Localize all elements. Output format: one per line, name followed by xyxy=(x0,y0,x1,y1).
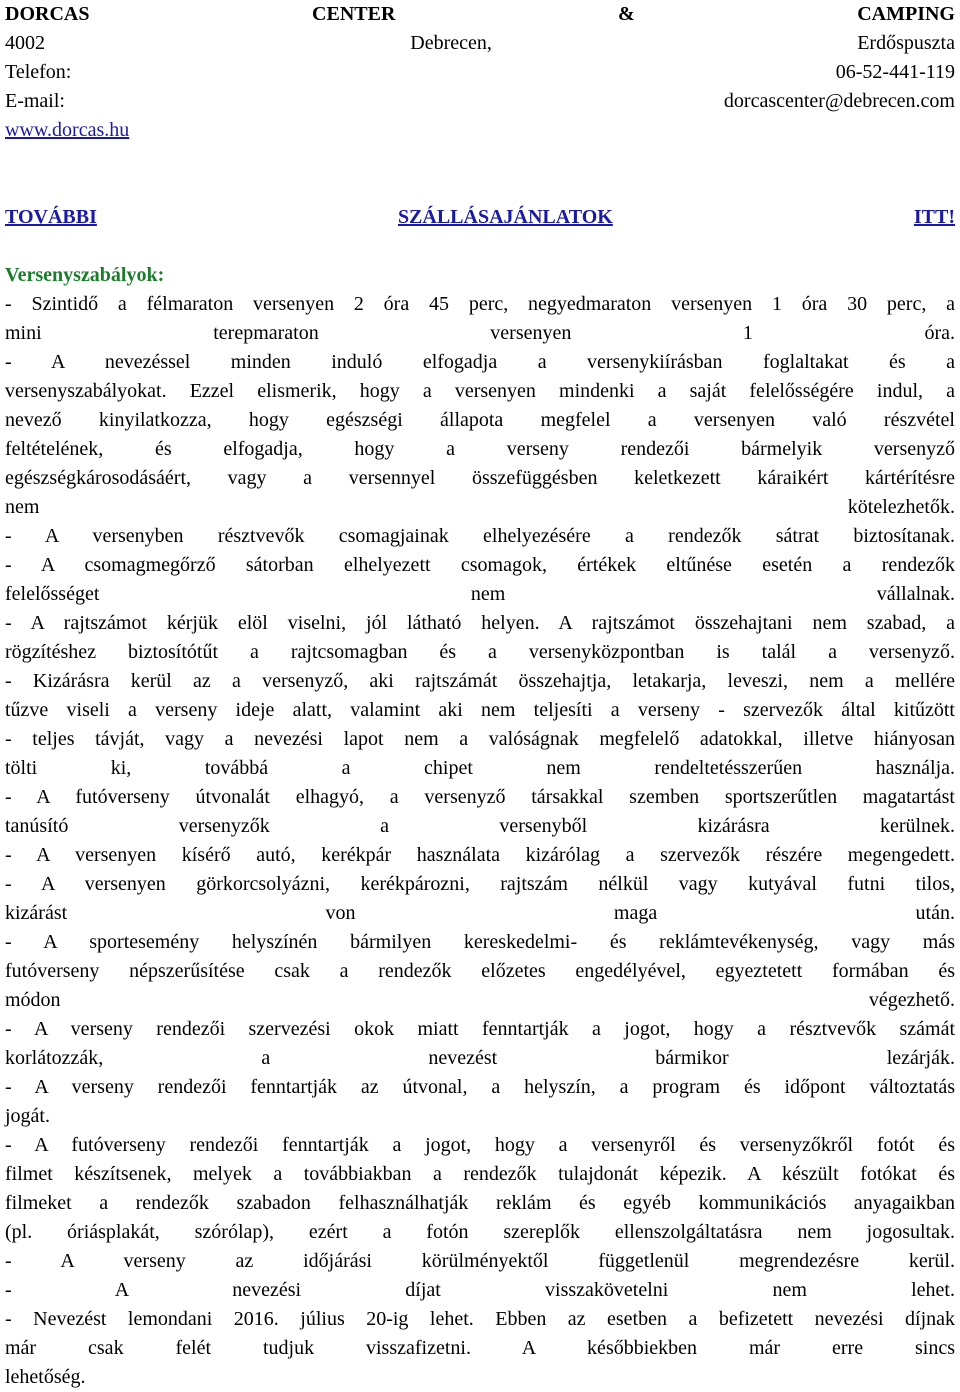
header-word: CENTER xyxy=(312,3,396,25)
rule-line: - A nevezési díjat visszakövetelni nem lehet. xyxy=(5,1279,955,1301)
rule-line: nevező kinyilatkozza, hogy egészségi állapota megfelel a versenyen való részvétel xyxy=(5,409,955,431)
rules-title: Versenyszabályok: xyxy=(5,264,165,286)
header-word: & xyxy=(617,3,635,25)
rule-line: - A nevezéssel minden induló elfogadja a versenykiírásban foglaltakat és a xyxy=(5,351,955,373)
offers-link-word[interactable]: TOVÁBBI xyxy=(5,206,97,228)
rules-title-line xyxy=(5,261,955,290)
rule-line: jogát. xyxy=(5,1105,50,1127)
offers-link-word[interactable]: SZÁLLÁSAJÁNLATOK xyxy=(397,206,613,228)
rule-line: mini terepmaraton versenyen 1 óra. xyxy=(5,322,955,344)
rule-line: feltételének, és elfogadja, hogy a verseny rendezői bármelyik versenyző xyxy=(5,438,955,460)
rule-line: tanúsító versenyzők a versenyből kizárásra kerülnek. xyxy=(5,815,955,837)
district: Erdőspuszta xyxy=(857,32,955,54)
rule-line: futóverseny népszerűsítése csak a rendezők előzetes engedélyével, egyeztetett formában és xyxy=(5,960,955,982)
email-label: E-mail: xyxy=(5,90,65,112)
rule-line: - teljes távját, vagy a nevezési lapot nem a valóságnak megfelelő adatokkal, illetve hiányosan xyxy=(5,728,955,750)
header-line-address xyxy=(5,29,955,58)
rule-line: - A versenyben résztvevők csomagjainak elhelyezésére a rendezők sátrat biztosítanak. xyxy=(5,525,955,547)
rule-line: - A versenyen kísérő autó, kerékpár használata kizárólag a szervezők részére megengedett. xyxy=(5,844,955,866)
website-link[interactable]: www.dorcas.hu xyxy=(5,119,130,141)
rule-line: - A verseny rendezői fenntartják az útvonal, a helyszín, a program és időpont változtatás xyxy=(5,1076,955,1098)
rule-line: - A sportesemény helyszínén bármilyen kereskedelmi- és reklámtevékenység, vagy más xyxy=(5,931,955,953)
rules-body xyxy=(5,290,955,1392)
email-address: dorcascenter@debrecen.com xyxy=(723,90,955,112)
rule-line: - Szintidő a félmaraton versenyen 2 óra 45 perc, negyedmaraton versenyen 1 óra 30 perc, a xyxy=(5,293,955,315)
rule-line: tűzve viseli a verseny ideje alatt, valamint aki nem teljesíti a verseny - szervezők által kitűzött xyxy=(5,699,955,721)
rule-line: - A futóverseny útvonalát elhagyó, a versenyző társakkal szemben sportszerűtlen magatartást xyxy=(5,786,955,808)
rule-line: - A verseny rendezői szervezési okok miatt fenntartják a jogot, hogy a résztvevők számát xyxy=(5,1018,955,1040)
rule-line: - A futóverseny rendezői fenntartják a jogot, hogy a versenyről és versenyzőkről fotót és xyxy=(5,1134,955,1156)
header-line-company xyxy=(5,0,955,29)
rule-line: lehetőség. xyxy=(5,1366,86,1388)
phone-label: Telefon: xyxy=(5,61,72,83)
header-word: CAMPING xyxy=(857,3,955,25)
postal-code: 4002 xyxy=(5,32,45,54)
rule-line: kizárást von maga után. xyxy=(5,902,955,924)
spacer xyxy=(5,232,955,261)
rule-line: filmeket a rendezők szabadon felhasználhatják reklám és egyéb kommunikációs anyagaikban xyxy=(5,1192,955,1214)
rule-line: filmet készítsenek, melyek a továbbiakban a rendezők tulajdonát képezik. A készült fotókat és xyxy=(5,1163,955,1185)
header-line-website xyxy=(5,116,955,145)
header-word: DORCAS xyxy=(5,3,90,25)
rule-line: versenyszabályokat. Ezzel elismerik, hogy a versenyen mindenki a saját felelősségére indul, a xyxy=(5,380,955,402)
rule-line: (pl. óriásplakát, szórólap), ezért a fotón szereplők ellenszolgáltatásra nem jogosultak. xyxy=(5,1221,955,1243)
rule-line: - A versenyen görkorcsolyázni, kerékpározni, rajtszám nélkül vagy kutyával futni tilos, xyxy=(5,873,955,895)
rule-line: tölti ki, továbbá a chipet nem rendeltetésszerűen használja. xyxy=(5,757,955,779)
rule-line: rögzítéshez biztosítótűt a rajtcsomagban és a versenyközpontban is talál a versenyző. xyxy=(5,641,955,663)
rule-line: felelősséget nem vállalnak. xyxy=(5,583,955,605)
rule-line: egészségkárosodásáért, vagy a versennyel összefüggésben keletkezett káraikért kártérítésre xyxy=(5,467,955,489)
rule-line: - Nevezést lemondani 2016. július 20-ig lehet. Ebben az esetben a befizetett nevezési díjnak xyxy=(5,1308,955,1330)
rule-line: - A rajtszámot kérjük elöl viselni, jól látható helyen. A rajtszámot összehajtani nem szabad, a xyxy=(5,612,955,634)
rule-line: - Kizárásra kerül az a versenyző, aki rajtszámát összehajtja, letakarja, leveszi, nem a mellére xyxy=(5,670,955,692)
phone-number: 06-52-441-119 xyxy=(835,61,955,83)
offers-link[interactable] xyxy=(5,203,955,232)
header-line-email xyxy=(5,87,955,116)
rule-line: már csak felét tudjuk visszafizetni. A későbbiekben már erre sincs xyxy=(5,1337,955,1359)
spacer xyxy=(5,145,955,203)
rule-line: nem kötelezhetők. xyxy=(5,496,955,518)
rule-line: korlátozzák, a nevezést bármikor lezárják. xyxy=(5,1047,955,1069)
rule-line: - A verseny az időjárási körülményektől függetlenül megrendezésre kerül. xyxy=(5,1250,955,1272)
city: Debrecen, xyxy=(410,32,492,54)
offers-link-word[interactable]: ITT! xyxy=(913,206,955,228)
rule-line: - A csomagmegőrző sátorban elhelyezett csomagok, értékek eltűnése esetén a rendezők xyxy=(5,554,955,576)
rule-line: módon végezhető. xyxy=(5,989,955,1011)
header-line-phone xyxy=(5,58,955,87)
